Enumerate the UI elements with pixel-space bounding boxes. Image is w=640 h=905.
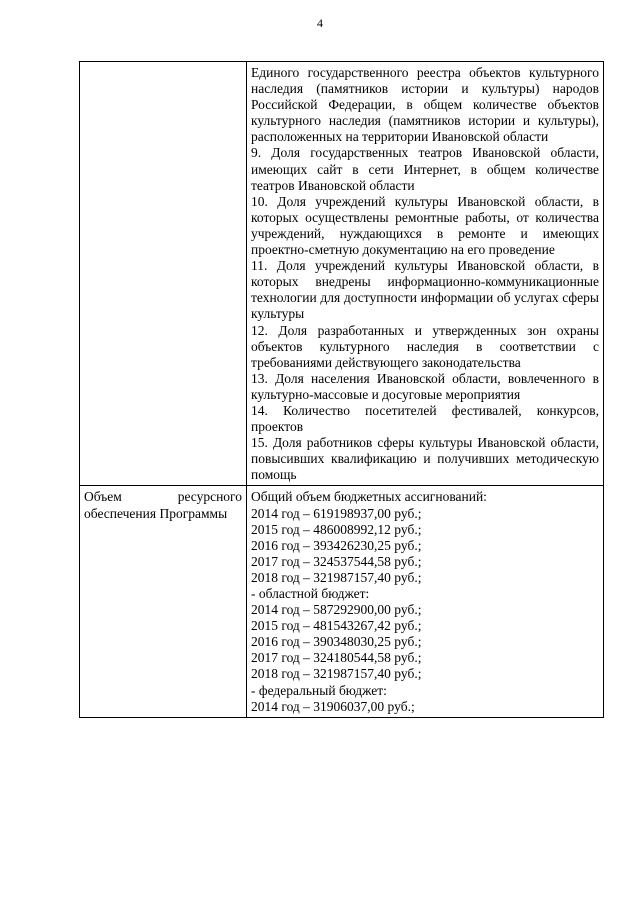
funding-line: 2015 год – 486008992,12 руб.; [251, 521, 422, 537]
funding-line: 2014 год – 587292900,00 руб.; [251, 602, 422, 618]
indicator-paragraph: 12. Доля разработанных и утвержденных зон охраны объектов культурного наследия в соответствии с требованиями действующего законодательства [251, 322, 599, 370]
table-row-funding [80, 486, 604, 717]
funding-line: 2014 год – 31906037,00 руб.; [251, 698, 415, 714]
indicator-paragraph: 11. Доля учреждений культуры Ивановской области, в которых внедрены информационно-коммуникационные технологии для доступности информации об услугах сферы культуры [251, 258, 599, 322]
indicator-paragraph: 10. Доля учреждений культуры Ивановской области, в которых осуществлены ремонтные работы, от количества учреждений, нуждающихся в ремонте и имеющих проектно-сметную документацию на его проведение [251, 193, 599, 258]
indicator-paragraph: 15. Доля работников сферы культуры Ивановской области, повысивших квалификацию и получивших методическую помощь [251, 435, 599, 483]
funding-line: 2018 год – 321987157,40 руб.; [251, 666, 422, 682]
funding-list [251, 489, 599, 714]
indicator-paragraph: 14. Количество посетителей фестивалей, конкурсов, проектов [251, 402, 599, 435]
funding-line: 2017 год – 324537544,58 руб.; [251, 553, 422, 569]
funding-line: 2016 год – 390348030,25 руб.; [251, 634, 422, 650]
indicators-cell [247, 62, 604, 486]
funding-line: 2016 год – 393426230,25 руб.; [251, 537, 422, 553]
page-number: 4 [317, 16, 323, 30]
funding-line: - областной бюджет: [251, 586, 370, 601]
funding-line: 2014 год – 619198937,00 руб.; [251, 505, 422, 521]
funding-line: 2017 год – 324180544,58 руб.; [251, 650, 422, 666]
indicator-paragraph: 9. Доля государственных театров Ивановской области, имеющих сайт в сети Интернет, в общем количестве театров Ивановской области [251, 145, 599, 193]
funding-line: 2015 год – 481543267,42 руб.; [251, 618, 422, 634]
funding-line: - федеральный бюджет: [251, 682, 387, 698]
table-row-indicators [80, 62, 604, 486]
indicator-paragraph: 13. Доля населения Ивановской области, вовлеченного в культурно-массовые и досуговые мероприятия [251, 370, 599, 402]
funding-line: 2018 год – 321987157,40 руб.; [251, 569, 422, 585]
funding-label-cell: Объем ресурсного обеспечения Программы [80, 486, 247, 717]
row-label-cell [80, 62, 247, 486]
funding-line: Общий объем бюджетных ассигнований: [251, 489, 487, 505]
passport-table [79, 61, 604, 718]
indicator-paragraph: Единого государственного реестра объектов культурного наследия (памятников истории и культуры) народов Российской Федерации, в общем количестве объектов культурного наследия (памятников истории и культуры), расположенных на территории Ивановской области [251, 65, 599, 145]
funding-value-cell [247, 486, 604, 717]
